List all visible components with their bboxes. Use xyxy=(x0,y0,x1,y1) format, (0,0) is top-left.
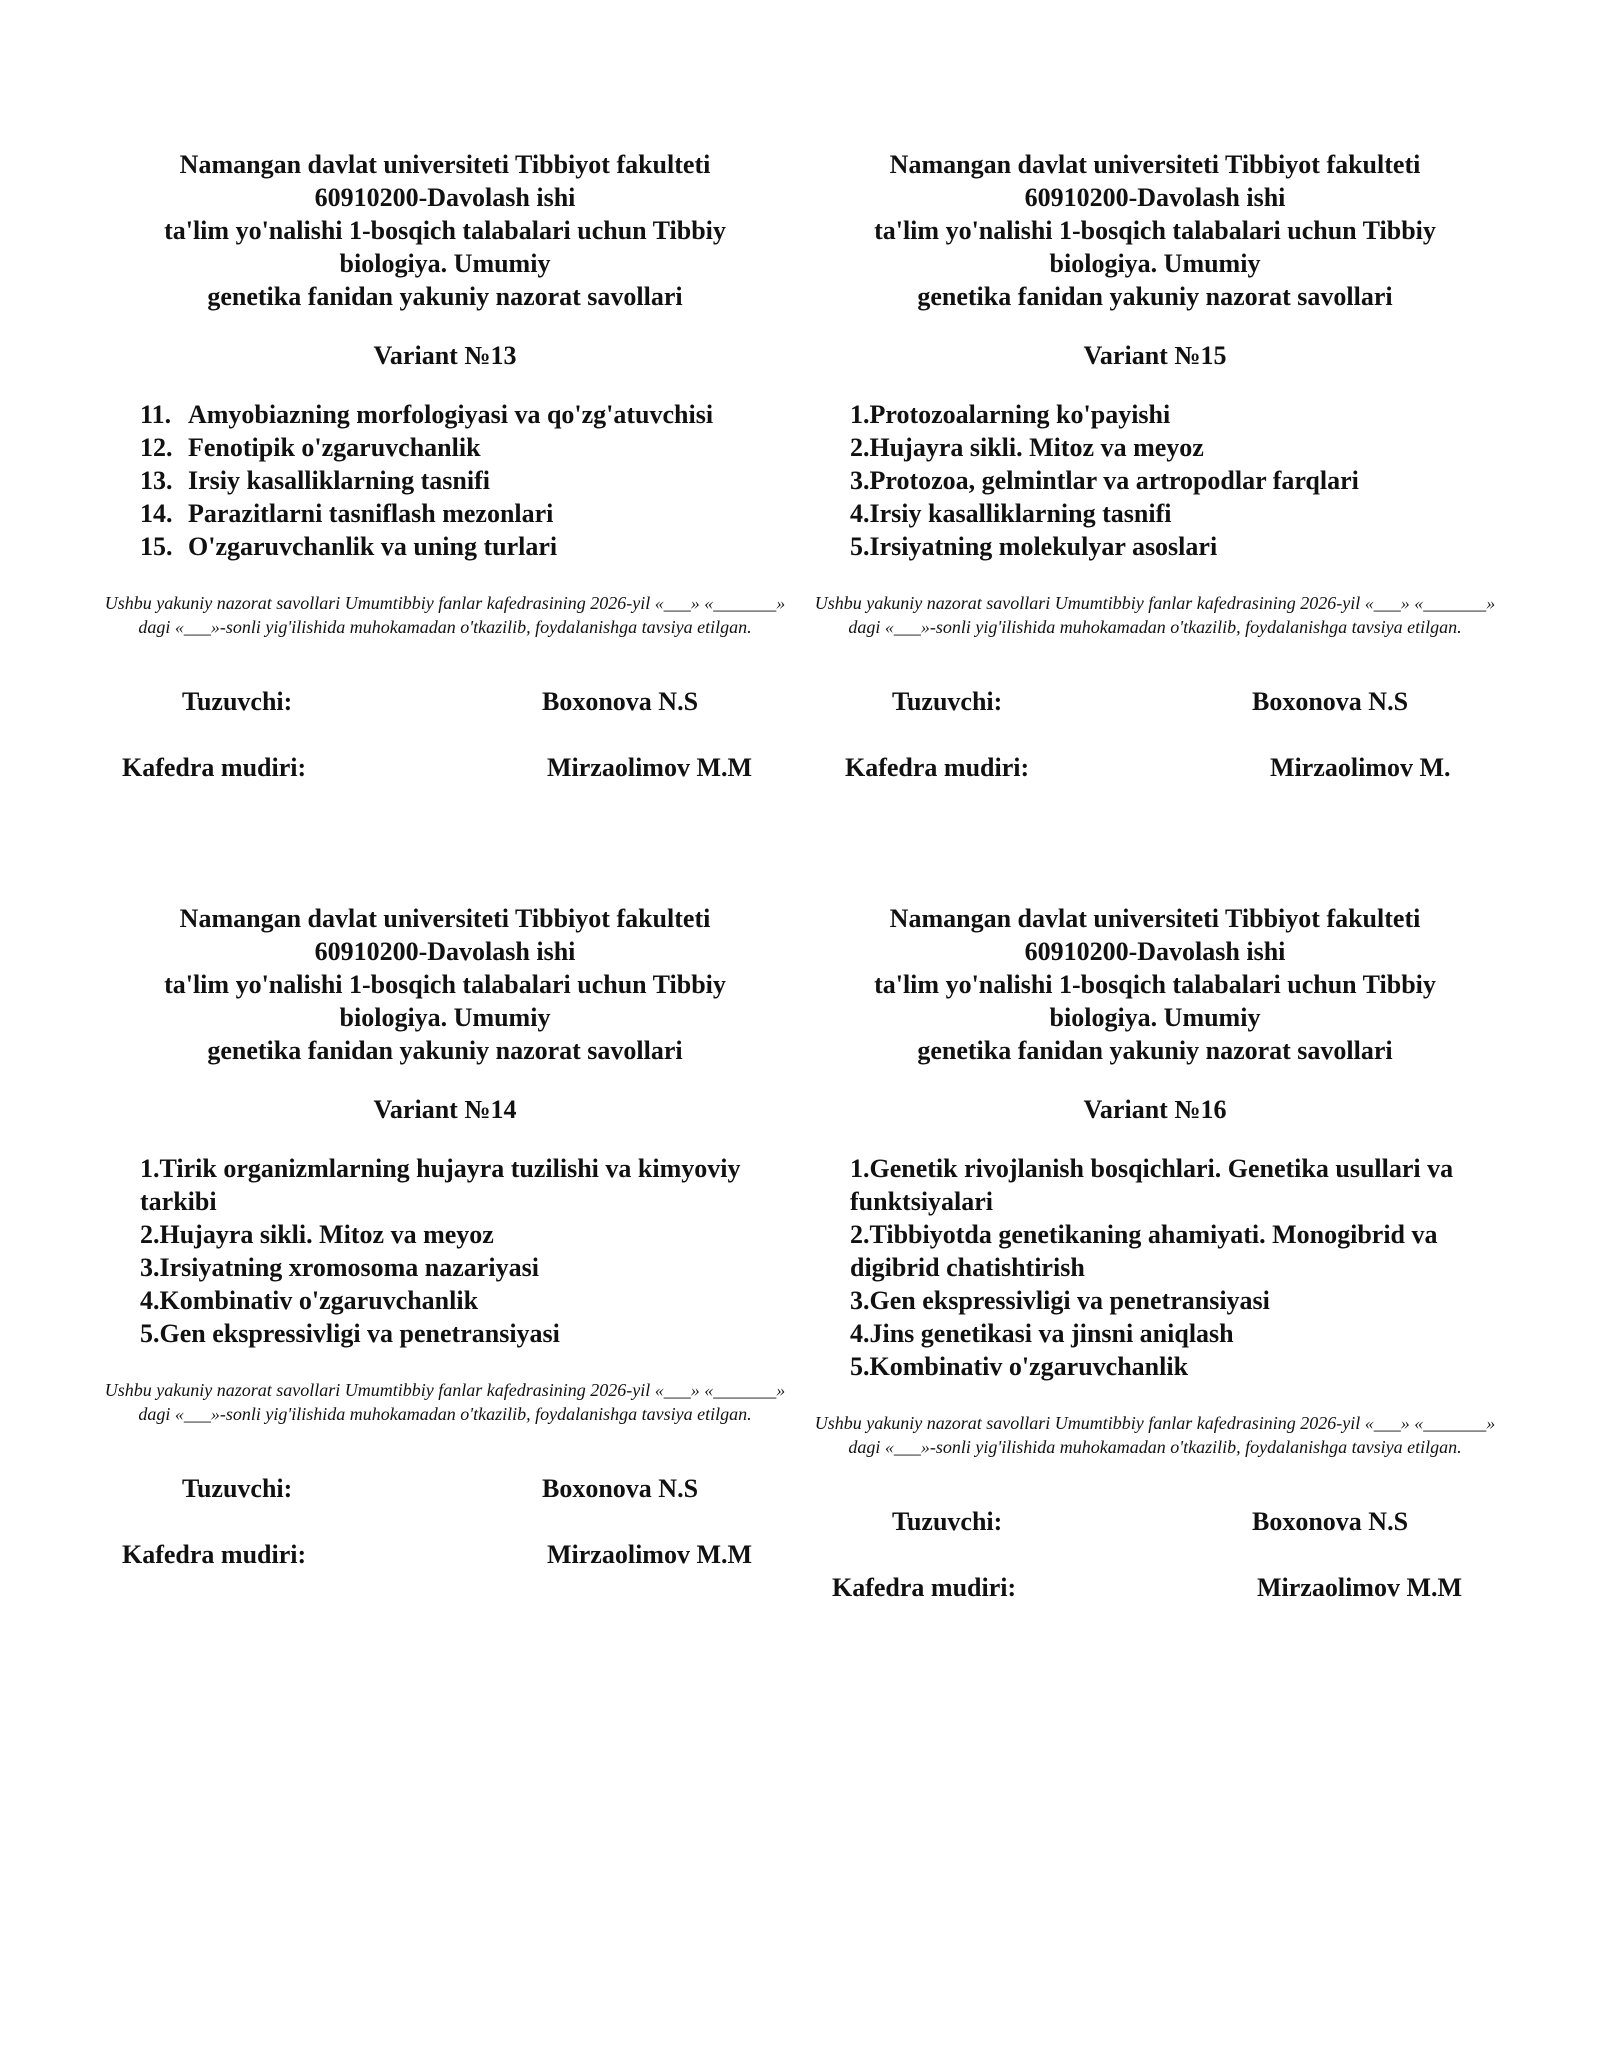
department-head-label: Kafedra mudiri: xyxy=(122,753,307,782)
question-text: Hujayra sikli. Mitoz va meyoz xyxy=(159,1220,494,1249)
question-list xyxy=(810,398,1500,563)
question-text: Irsiy kasalliklarning tasnifi xyxy=(869,499,1172,528)
question-number: 11. xyxy=(140,400,172,429)
compiler-label: Tuzuvchi: xyxy=(182,1474,293,1503)
header-line: ta'lim yo'nalishi 1-bosqich talabalari uchun Tibbiy xyxy=(874,216,1436,245)
question-number: 1. xyxy=(850,400,870,429)
compiler-label: Tuzuvchi: xyxy=(892,1507,1003,1536)
question-item xyxy=(850,1284,1500,1317)
question-number: 3. xyxy=(850,1286,870,1315)
question-item xyxy=(850,1317,1500,1350)
question-item xyxy=(850,497,1500,530)
header-line: genetika fanidan yakuniy nazorat savollari xyxy=(207,1036,683,1065)
header-line: Namangan davlat universiteti Tibbiyot fakulteti xyxy=(179,150,711,179)
question-text: Genetik rivojlanish bosqichlari. Genetika usullari va funktsiyalari xyxy=(850,1154,1454,1216)
header-line: genetika fanidan yakuniy nazorat savollari xyxy=(207,282,683,311)
card-header xyxy=(100,148,790,313)
card-header xyxy=(100,902,790,1067)
question-text: O'zgaruvchanlik va uning turlari xyxy=(188,532,558,561)
approval-note: Ushbu yakuniy nazorat savollari Umumtibbiy fanlar kafedrasining 2026-yil «___» «_______» dagi «___»-sonli yig'ilishida muhokamadan o'tkazilib, foydalanishga tavsiya etilgan. xyxy=(814,1413,1496,1457)
department-head-row xyxy=(100,753,790,819)
question-text: Gen ekspressivligi va penetransiyasi xyxy=(869,1286,1270,1315)
card-header xyxy=(810,148,1500,313)
approval-note: Ushbu yakuniy nazorat savollari Umumtibbiy fanlar kafedrasining 2026-yil «___» «_______» dagi «___»-sonli yig'ilishida muhokamadan o'tkazilib, foydalanishga tavsiya etilgan. xyxy=(814,593,1496,637)
question-number: 15. xyxy=(140,532,173,561)
header-line: ta'lim yo'nalishi 1-bosqich talabalari uchun Tibbiy xyxy=(164,216,726,245)
question-item xyxy=(140,1284,790,1317)
question-number: 1. xyxy=(140,1154,160,1183)
compiler-name: Boxonova N.S xyxy=(542,687,699,716)
department-head-name: Mirzaolimov M.M xyxy=(547,753,753,782)
question-number: 5. xyxy=(140,1319,160,1348)
variant-title: Variant №15 xyxy=(1083,341,1227,370)
header-line: 60910200-Davolash ishi xyxy=(314,937,576,966)
header-line: ta'lim yo'nalishi 1-bosqich talabalari uchun Tibbiy xyxy=(874,970,1436,999)
header-line: 60910200-Davolash ishi xyxy=(314,183,576,212)
question-text: Tibbiyotda genetikaning ahamiyati. Monogibrid va digibrid chatishtirish xyxy=(850,1220,1438,1282)
header-line: Namangan davlat universiteti Tibbiyot fakulteti xyxy=(179,904,711,933)
question-number: 3. xyxy=(850,466,870,495)
header-line: genetika fanidan yakuniy nazorat savollari xyxy=(917,282,1393,311)
variant-title: Variant №14 xyxy=(373,1095,517,1124)
question-number: 2. xyxy=(140,1220,160,1249)
header-line: biologiya. Umumiy xyxy=(1049,1003,1261,1032)
question-number: 12. xyxy=(140,433,173,462)
question-item xyxy=(140,1218,790,1251)
variant-card-15 xyxy=(810,148,1500,819)
department-head-label: Kafedra mudiri: xyxy=(845,753,1030,782)
header-line: biologiya. Umumiy xyxy=(339,1003,551,1032)
header-line: biologiya. Umumiy xyxy=(339,249,551,278)
header-line: 60910200-Davolash ishi xyxy=(1024,937,1286,966)
question-text: Irsiyatning xromosoma nazariyasi xyxy=(159,1253,539,1282)
question-text: Protozoalarning ko'payishi xyxy=(869,400,1171,429)
compiler-name: Boxonova N.S xyxy=(542,1474,699,1503)
question-item xyxy=(850,431,1500,464)
header-line: ta'lim yo'nalishi 1-bosqich talabalari uchun Tibbiy xyxy=(164,970,726,999)
question-item xyxy=(140,530,790,563)
department-head-row xyxy=(810,753,1500,819)
question-item xyxy=(850,1350,1500,1383)
compiler-row xyxy=(100,687,790,753)
question-text: Tirik organizmlarning hujayra tuzilishi va kimyoviy tarkibi xyxy=(140,1154,741,1216)
question-number: 1. xyxy=(850,1154,870,1183)
compiler-label: Tuzuvchi: xyxy=(892,687,1003,716)
question-item xyxy=(850,398,1500,431)
question-text: Parazitlarni tasniflash mezonlari xyxy=(188,499,554,528)
compiler-label: Tuzuvchi: xyxy=(182,687,293,716)
question-list xyxy=(100,398,790,563)
compiler-row xyxy=(810,687,1500,753)
question-item xyxy=(140,1317,790,1350)
question-text: Jins genetikasi va jinsni aniqlash xyxy=(869,1319,1234,1348)
approval-note: Ushbu yakuniy nazorat savollari Umumtibbiy fanlar kafedrasining 2026-yil «___» «_______» dagi «___»-sonli yig'ilishida muhokamadan o'tkazilib, foydalanishga tavsiya etilgan. xyxy=(104,1380,786,1424)
question-text: Kombinativ o'zgaruvchanlik xyxy=(869,1352,1189,1381)
compiler-name: Boxonova N.S xyxy=(1252,1507,1409,1536)
variant-card-13 xyxy=(100,148,790,819)
question-text: Protozoa, gelmintlar va artropodlar farqlari xyxy=(869,466,1359,495)
question-text: Irsiy kasalliklarning tasnifi xyxy=(188,466,490,495)
question-item xyxy=(140,1152,790,1218)
question-item xyxy=(140,1251,790,1284)
header-line: genetika fanidan yakuniy nazorat savollari xyxy=(917,1036,1393,1065)
question-number: 2. xyxy=(850,433,870,462)
question-number: 14. xyxy=(140,499,173,528)
variant-card-16 xyxy=(810,902,1500,1639)
header-line: Namangan davlat universiteti Tibbiyot fakulteti xyxy=(889,904,1421,933)
approval-note: Ushbu yakuniy nazorat savollari Umumtibbiy fanlar kafedrasining 2026-yil «___» «_______» dagi «___»-sonli yig'ilishida muhokamadan o'tkazilib, foydalanishga tavsiya etilgan. xyxy=(104,593,786,637)
question-text: Kombinativ o'zgaruvchanlik xyxy=(159,1286,479,1315)
question-text: Irsiyatning molekulyar asoslari xyxy=(869,532,1218,561)
department-head-row xyxy=(810,1573,1500,1639)
question-number: 5. xyxy=(850,532,870,561)
question-item xyxy=(140,398,790,431)
question-item xyxy=(140,464,790,497)
card-header xyxy=(810,902,1500,1067)
department-head-name: Mirzaolimov M.M xyxy=(1257,1573,1463,1602)
compiler-name: Boxonova N.S xyxy=(1252,687,1409,716)
question-text: Hujayra sikli. Mitoz va meyoz xyxy=(869,433,1204,462)
question-text: Fenotipik o'zgaruvchanlik xyxy=(188,433,481,462)
question-list xyxy=(100,1152,790,1350)
question-number: 13. xyxy=(140,466,173,495)
header-line: biologiya. Umumiy xyxy=(1049,249,1261,278)
question-number: 4. xyxy=(850,499,870,528)
question-item xyxy=(850,1218,1500,1284)
question-number: 2. xyxy=(850,1220,870,1249)
question-number: 5. xyxy=(850,1352,870,1381)
department-head-name: Mirzaolimov M. xyxy=(1270,753,1451,782)
variant-title: Variant №16 xyxy=(1083,1095,1227,1124)
question-item xyxy=(850,1152,1500,1218)
header-line: 60910200-Davolash ishi xyxy=(1024,183,1286,212)
question-number: 3. xyxy=(140,1253,160,1282)
question-item xyxy=(850,464,1500,497)
question-item xyxy=(140,497,790,530)
department-head-label: Kafedra mudiri: xyxy=(122,1540,307,1569)
department-head-label: Kafedra mudiri: xyxy=(832,1573,1017,1602)
question-item xyxy=(140,431,790,464)
question-text: Gen ekspressivligi va penetransiyasi xyxy=(159,1319,560,1348)
variant-title: Variant №13 xyxy=(373,341,517,370)
department-head-row xyxy=(100,1540,790,1606)
department-head-name: Mirzaolimov M.M xyxy=(547,1540,753,1569)
compiler-row xyxy=(100,1474,790,1540)
compiler-row xyxy=(810,1507,1500,1573)
variant-card-14 xyxy=(100,902,790,1606)
question-number: 4. xyxy=(850,1319,870,1348)
question-item xyxy=(850,530,1500,563)
header-line: Namangan davlat universiteti Tibbiyot fakulteti xyxy=(889,150,1421,179)
question-text: Amyobiazning morfologiyasi va qo'zg'atuvchisi xyxy=(188,400,714,429)
question-list xyxy=(810,1152,1500,1383)
question-number: 4. xyxy=(140,1286,160,1315)
